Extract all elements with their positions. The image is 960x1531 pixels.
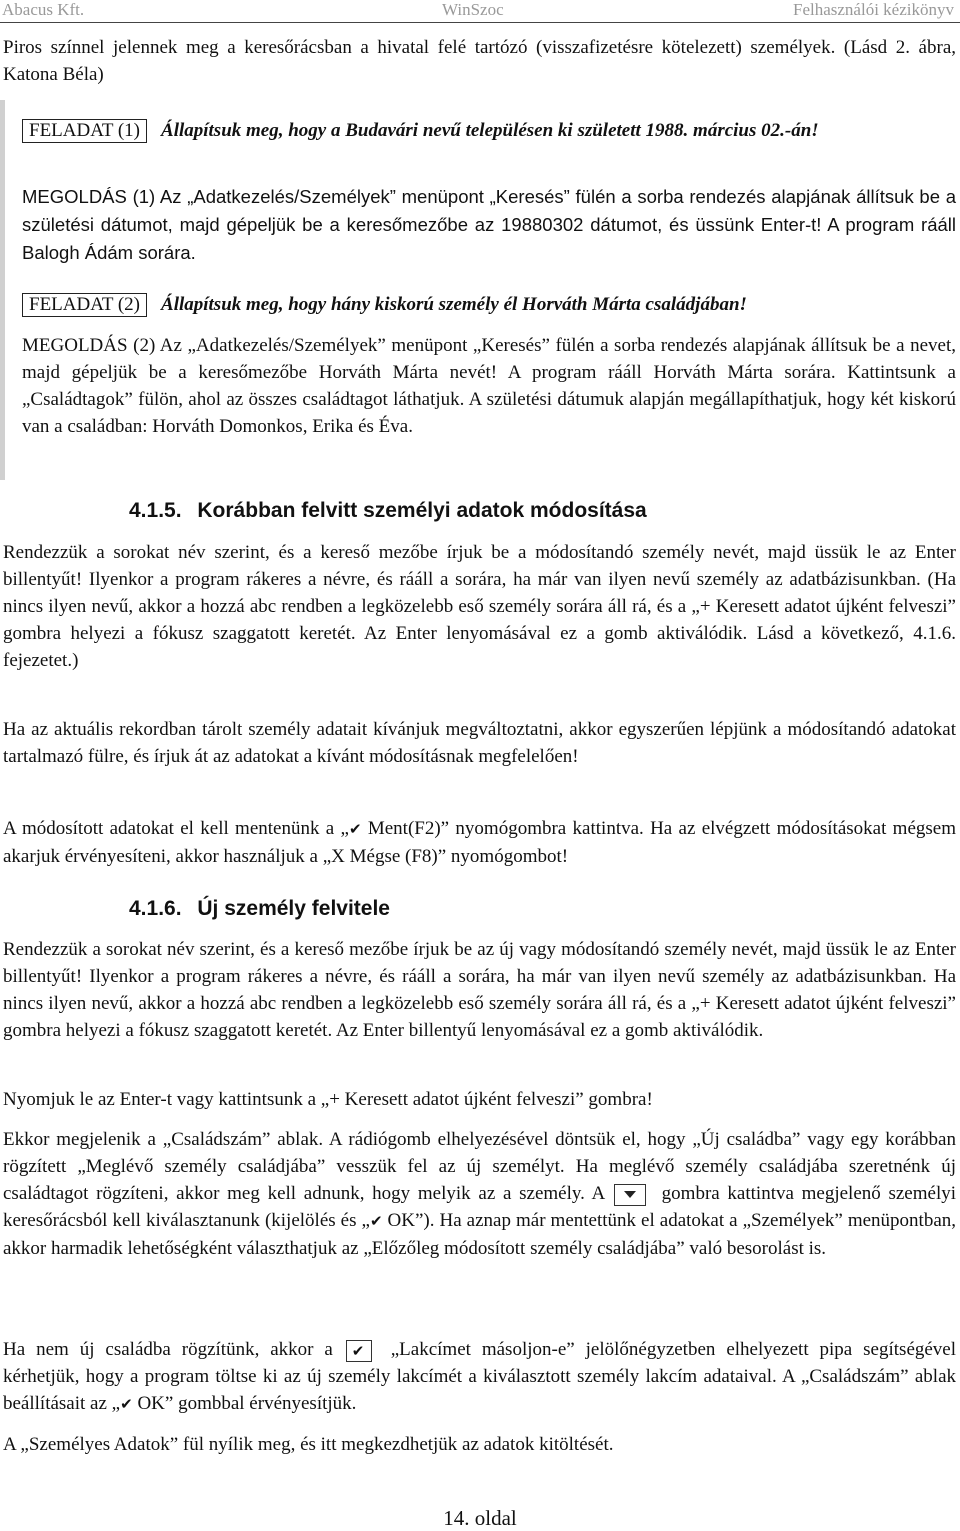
section-416-paragraph-4	[3, 1336, 956, 1418]
example-sidebar-bar	[0, 100, 5, 480]
solution-1: MEGOLDÁS (1) Az „Adatkezelés/Személyek” menüpont „Keresés” fülén a sorba rendezés alapjának állítsuk be a születési dátumot, majd gépeljük be a keresőmezőbe az 19880302 dátumot, és üssünk Enter-t! A program rááll Balogh Ádám sorára.	[22, 186, 956, 263]
section-416-p3-end: OK”). Ha aznap már mentettünk el adatokat a „Személyek” menüpontban, akkor harmadik lehetőségként választhatjuk az „Előzőleg módosított személy családjába” való besorolást is.	[3, 1210, 957, 1259]
task-2-text: Állapítsuk meg, hogy hány kiskorú személy él Horváth Márta családjában!	[161, 294, 747, 315]
section-415-paragraph-1: Rendezzük a sorokat név szerint, és a kereső mezőbe írjuk be a módosítandó személy nevét, majd üssük le az Enter billentyűt! Ilyenkor a program rákeres a névre, és rááll a sorára, ha már van ilyen nevű személy az adatbázisunkban. (Ha nincs ilyen nevű, akkor a hozzá abc rendben a legközelebb eső személy sorára áll rá, és a „+ Keresett adatot újként felveszi” gombra helyezi a fókusz szaggatott keretét. Az Enter lenyomásával ez a gomb aktiválódik. Lásd a következő, 4.1.6. fejezetet.)	[3, 542, 956, 671]
section-416-heading	[129, 897, 390, 921]
task-2-label: FELADAT (2)	[22, 293, 147, 317]
section-415-p3-start: A módosított adatokat el kell mentenünk a „	[3, 818, 349, 839]
section-415-title: Korábban felvitt személyi adatok módosítása	[197, 499, 647, 522]
checkbox-checked-icon	[346, 1340, 372, 1362]
section-415-p3-end: Ment(F2)” nyomógombra kattintva. Ha az elvégzett módosításokat mégsem akarjuk érvényesíteni, akkor használjuk a „X Mégse (F8)” nyomógombot!	[3, 818, 956, 867]
section-416-paragraph-3	[3, 1126, 956, 1262]
task-1	[22, 117, 958, 144]
section-416-paragraph-1: Rendezzük a sorokat név szerint, és a kereső mezőbe írjuk be az új vagy módosítandó személy nevét, majd üssük le az Enter billentyűt! Ilyenkor a program rákeres a névre, és rááll a sorára, ha már van ilyen nevű személy az adatbázisunkban. Ha nincs ilyen nevű, akkor a hozzá abc rendben a legközelebb eső személy sorára áll rá, és a „+ Keresett adatot újként felveszi” gombra helyezi a fókusz szaggatott keretét. Az Enter billentyű lenyomásával ez a gomb aktiválódik.	[3, 939, 956, 1041]
checkmark-icon: ✔	[348, 820, 362, 838]
page-number: 14. oldal	[443, 1506, 517, 1530]
section-415-heading	[129, 499, 647, 523]
section-415-number: 4.1.5.	[129, 499, 182, 522]
section-415-paragraph-3	[3, 815, 956, 870]
section-416-p4-start: Ha nem új családba rögzítünk, akkor a	[3, 1339, 333, 1360]
header-product: WinSzoc	[442, 0, 504, 19]
dropdown-arrow-icon	[614, 1184, 646, 1206]
page-header	[0, 0, 960, 23]
section-416-title: Új személy felvitele	[197, 897, 390, 920]
section-416-p3-start: Ekkor megjelenik a „Családszám” ablak. A rádiógomb elhelyezésével döntsük el, hogy „Új családba” vagy egy korábban rögzített „Meglévő személy családjába” vesszük fel az új személyt. Ha meglévő személy családjába szeretnénk új családtagot rögzíteni, akkor meg kell adnunk, hogy melyik az a személy. A	[3, 1129, 956, 1204]
task-1-text: Állapítsuk meg, hogy a Budavári nevű településen ki született 1988. március 02.-án!	[161, 120, 819, 141]
header-doc-title: Felhasználói kézikönyv	[793, 0, 954, 19]
checkmark-icon: ✔	[369, 1212, 383, 1230]
checkmark-icon: ✔	[120, 1395, 133, 1413]
section-416-p3-mid: gombra kattintva megjelenő személyi keresőrácsból kell kiválasztanunk (kijelölés és „	[3, 1183, 957, 1231]
section-416-number: 4.1.6.	[129, 897, 182, 920]
header-company: Abacus Kft.	[2, 0, 85, 19]
section-415-paragraph-2: Ha az aktuális rekordban tárolt személy adatait kívánjuk megváltoztatni, akkor egyszerűen lépjünk a módosítandó adatokat tartalmazó fülre, és írjuk át az adatokat a kívánt módosításnak megfelelően!	[3, 719, 956, 767]
task-1-label: FELADAT (1)	[22, 119, 147, 143]
section-416-paragraph-5: A „Személyes Adatok” fül nyílik meg, és itt megkezdhetjük az adatok kitöltését.	[3, 1434, 614, 1455]
intro-paragraph: Piros színnel jelennek meg a keresőrácsban a hivatal felé tartózó (visszafizetésre kötelezett) személyek. (Lásd 2. ábra, Katona Béla)	[3, 37, 956, 85]
solution-2: MEGOLDÁS (2) Az „Adatkezelés/Személyek” menüpont „Keresés” fülén a sorba rendezés alapjának állítsuk be a nevet, majd gépeljük be a keresőmezőbe Horváth Márta nevét! A program rááll Horváth Márta sorára. Kattintsunk a „Családtagok” fülön, ahol az összes családtagot láthatjuk. A születési dátumuk alapján megállapíthatjuk, hogy két kiskorú van a családban: Horváth Domonkos, Erika és Éva.	[22, 335, 956, 437]
section-416-paragraph-2: Nyomjuk le az Enter-t vagy kattintsunk a „+ Keresett adatot újként felveszi” gombra!	[3, 1089, 653, 1110]
section-416-p4-end: OK” gombbal érvényesítjük.	[132, 1393, 357, 1414]
section-416-p4-mid: „Lakcímet másoljon-e” jelölőnégyzetben elhelyezett pipa segítségével kérhetjük, hogy a program töltse ki az új személy lakcímét a kiválasztott személy lakcím adataival. A „Családszám” ablak beállításait az „	[3, 1339, 957, 1414]
task-2	[22, 291, 958, 318]
